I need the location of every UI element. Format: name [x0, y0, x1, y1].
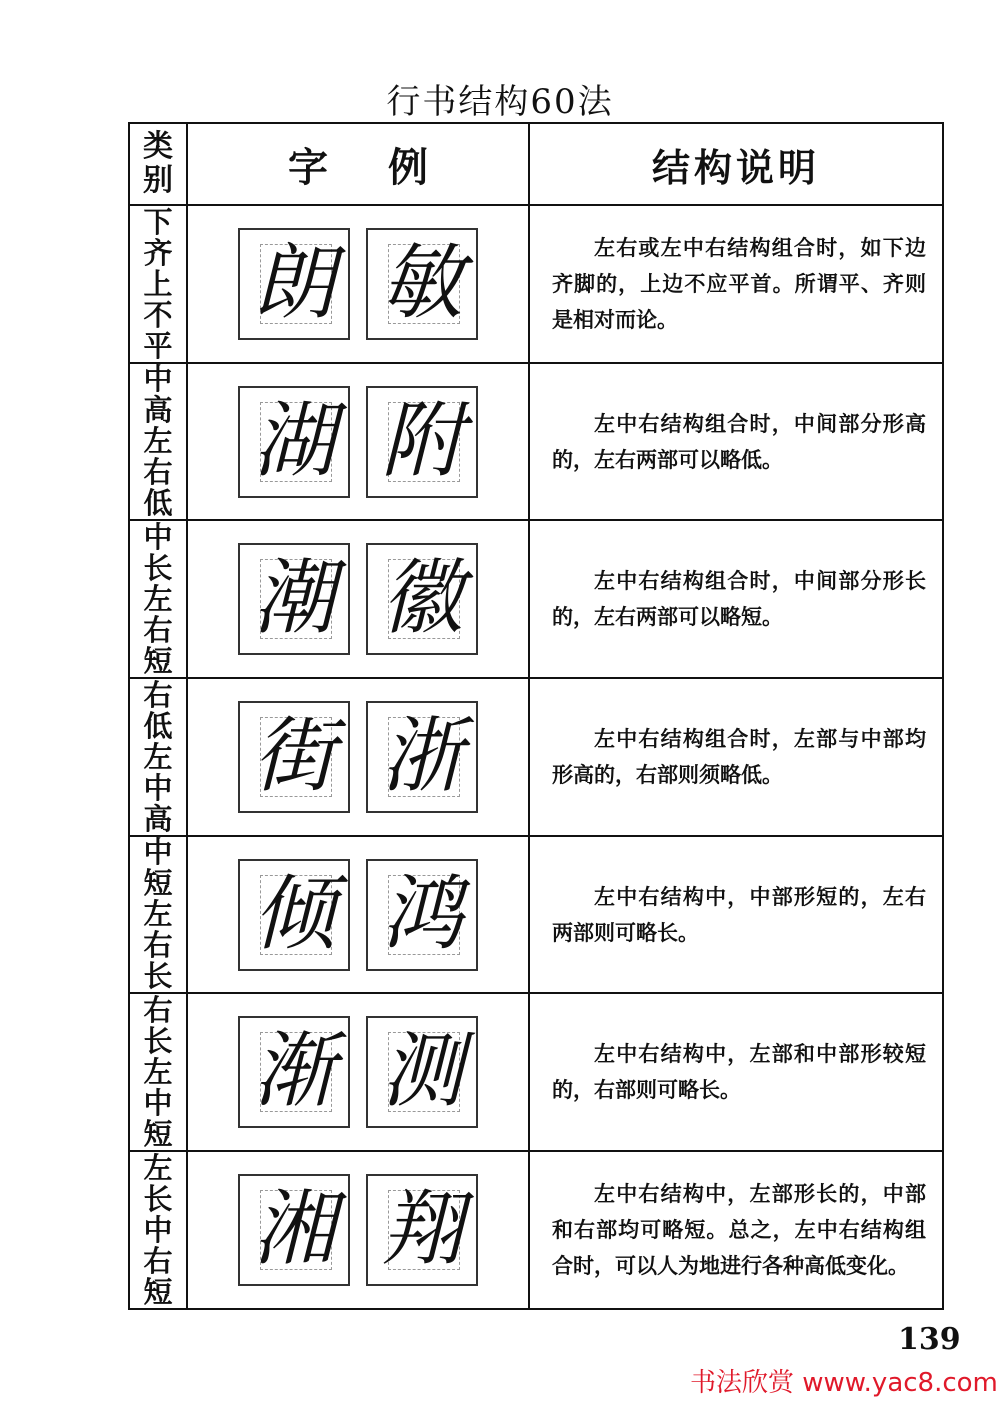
glyph-box: [366, 543, 478, 655]
example-cell: [187, 836, 529, 993]
table-header-row: [129, 123, 943, 205]
glyph-box: [366, 1016, 478, 1128]
example-cell: [187, 205, 529, 363]
category-cell: 左长中右短: [129, 1151, 187, 1309]
page-title: 行书结构60法: [386, 82, 614, 122]
category-cell: 中短左右长: [129, 836, 187, 993]
example-glyph: 潮: [253, 551, 335, 646]
example-glyph: 敏: [381, 236, 463, 331]
example-cell: [187, 520, 529, 678]
category-cell: 中长左右短: [129, 520, 187, 678]
glyph-box: [366, 386, 478, 498]
example-glyph: 街: [253, 709, 335, 804]
table-row: [129, 678, 943, 836]
category-cell: 下齐上不平: [129, 205, 187, 363]
example-glyph: 湘: [253, 1182, 335, 1277]
structure-table: [128, 122, 944, 1310]
table-row: [129, 520, 943, 678]
table-row: [129, 993, 943, 1151]
example-glyph: 朗: [253, 236, 335, 331]
example-glyph: 倾: [253, 866, 335, 962]
glyph-box: [238, 701, 350, 813]
description-cell: 左中右结构组合时，中间部分形长的，左右两部可以略短。: [529, 520, 943, 678]
description-cell: 左中右结构组合时，左部与中部均形高的，右部则须略低。: [529, 678, 943, 836]
example-glyph: 浙: [381, 709, 463, 804]
glyph-box: [366, 701, 478, 813]
description-cell: 左中右结构中，中部形短的，左右两部则可略长。: [529, 836, 943, 993]
description-cell: 左中右结构中，左部形长的，中部和右部均可略短。总之，左中右结构组合时，可以人为地进行各种高低变化。: [529, 1151, 943, 1309]
example-glyph: 湖: [253, 393, 335, 489]
header-category: 类别: [129, 123, 187, 205]
header-examples: 字例: [187, 123, 529, 205]
glyph-box: [238, 1016, 350, 1128]
description-cell: 左中右结构中，左部和中部形较短的，右部则可略长。: [529, 993, 943, 1151]
page-number: 139: [898, 1322, 961, 1357]
example-glyph: 测: [381, 1024, 463, 1119]
category-cell: 中高左右低: [129, 363, 187, 520]
glyph-box: [238, 543, 350, 655]
header-description: 结构说明: [529, 123, 943, 205]
glyph-box: [366, 1174, 478, 1286]
example-glyph: 附: [381, 393, 463, 489]
category-cell: 右低左中高: [129, 678, 187, 836]
glyph-box: [366, 859, 478, 971]
example-cell: [187, 678, 529, 836]
table-row: [129, 363, 943, 520]
example-cell: [187, 363, 529, 520]
glyph-box: [238, 1174, 350, 1286]
description-cell: 左右或左中右结构组合时，如下边齐脚的，上边不应平首。所谓平、齐则是相对而论。: [529, 205, 943, 363]
example-glyph: 鸿: [381, 866, 463, 962]
description-cell: 左中右结构组合时，中间部分形高的，左右两部可以略低。: [529, 363, 943, 520]
example-cell: [187, 1151, 529, 1309]
glyph-box: [366, 228, 478, 340]
table-row: [129, 836, 943, 993]
example-glyph: 翔: [381, 1182, 463, 1277]
example-glyph: 渐: [253, 1024, 335, 1119]
example-glyph: 徽: [381, 551, 463, 646]
glyph-box: [238, 386, 350, 498]
glyph-box: [238, 228, 350, 340]
table-row: [129, 205, 943, 363]
table-row: [129, 1151, 943, 1309]
glyph-box: [238, 859, 350, 971]
category-cell: 右长左中短: [129, 993, 187, 1151]
watermark: 书法欣赏 www.yac8.com: [690, 1368, 998, 1398]
example-cell: [187, 993, 529, 1151]
